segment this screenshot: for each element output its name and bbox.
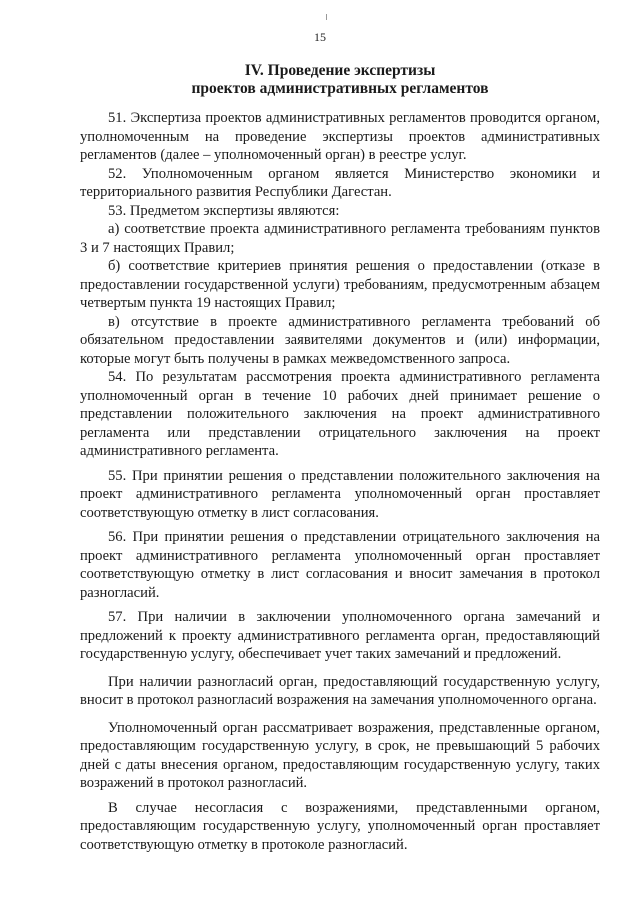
paragraph-52: 52. Уполномоченным органом является Министерство экономики и территориального развития Республики Дагестан. <box>80 165 600 200</box>
section-title-line-2: проектов административных регламентов <box>191 80 489 97</box>
scan-mark <box>326 14 327 20</box>
paragraph-53: 53. Предметом экспертизы являются: <box>108 202 340 219</box>
paragraph-57: 57. При наличии в заключении уполномоченного органа замечаний и предложений к проекту административного регламента орган, предоставляющий государственную услугу, обеспечивает учет таких замечаний и предложений. <box>80 609 600 662</box>
section-title-line-1: IV. Проведение экспертизы <box>244 62 436 79</box>
page-number: 15 <box>314 30 326 44</box>
document-body <box>80 109 600 854</box>
paragraph-53-a: а) соответствие проекта административного регламента требованиям пунктов 3 и 7 настоящих Правил; <box>80 221 600 256</box>
section-heading <box>80 62 600 98</box>
paragraph-51: 51. Экспертиза проектов административных регламентов проводится органом, уполномоченным на проведение экспертизы проектов административных регламентов (далее – уполномоченный орган) в реестре услуг. <box>80 110 600 163</box>
paragraph-53-b: б) соответствие критериев принятия решения о предоставлении (отказе в предоставлении государственной услуги) требованиям, предусмотренным абзацем четвертым пункта 19 настоящих Правил; <box>80 258 600 311</box>
paragraph-55: 55. При принятии решения о представлении положительного заключения на проект административного регламента уполномоченный орган проставляет соответствующую отметку в лист согласования. <box>80 467 600 521</box>
paragraph-53-c: в) отсутствие в проекте административного регламента требований об обязательном предоставлении заявителями документов и (или) информации, которые могут быть получены в рамках межведомственного запроса. <box>80 313 600 367</box>
paragraph-57-review: Уполномоченный орган рассматривает возражения, представленные органом, предоставляющим государственную услугу, в срок, не превышающий 5 рабочих дней с даты внесения органом, предоставляющим государственную услугу, таких возражений в протокол разногласий. <box>80 719 600 791</box>
paragraph-57-objection: В случае несогласия с возражениями, представленными органом, предоставляющим государственную услугу, уполномоченный орган проставляет соответствующую отметку в протоколе разногласий. <box>80 799 600 853</box>
paragraph-54: 54. По результатам рассмотрения проекта административного регламента уполномоченный орган в течение 10 рабочих дней принимает решение о представлении положительного заключения на проект административного регламента или представлении отрицательного заключения на проект административного регламента. <box>80 369 600 459</box>
paragraph-56: 56. При принятии решения о представлении отрицательного заключения на проект административного регламента уполномоченный орган проставляет соответствующую отметку в лист согласования и вносит замечания в протокол разногласий. <box>80 529 600 601</box>
paragraph-57-disagreements: При наличии разногласий орган, предоставляющий государственную услугу, вносит в протокол разногласий возражения на замечания уполномоченного органа. <box>80 673 600 708</box>
